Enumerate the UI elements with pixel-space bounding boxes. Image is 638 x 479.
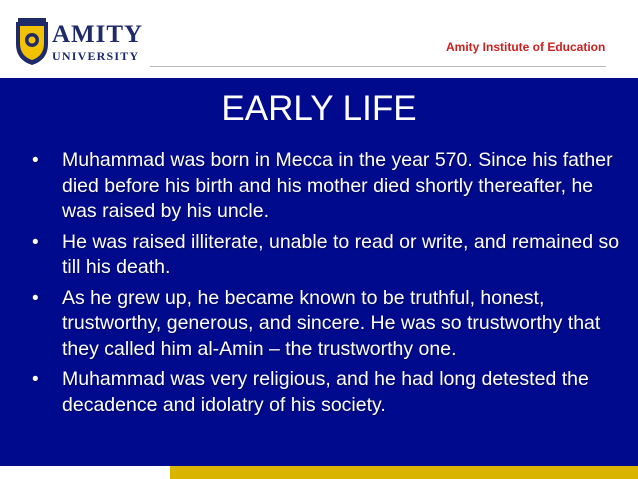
bullet-text: Muhammad was born in Mecca in the year 570. Since his father died before his birth and his mother died shortly thereafter, he was raised by his uncle.	[62, 149, 613, 222]
slide-title	[0, 90, 638, 129]
bullet-list	[32, 148, 622, 423]
header-divider	[150, 66, 606, 67]
bullet-text: Muhammad was very religious, and he had long detested the decadence and idolatry of his society.	[62, 368, 589, 416]
logo-wordmark: AMITY	[52, 21, 144, 48]
bullet-item	[32, 286, 622, 363]
footer-left-strip	[0, 466, 170, 479]
logo-subtitle: UNIVERSITY	[52, 49, 140, 63]
bullet-dot-icon: •	[32, 287, 39, 309]
bullet-dot-icon: •	[32, 150, 39, 171]
bullet-item	[32, 148, 622, 225]
bullet-item	[32, 367, 622, 418]
bullet-text: He was raised illiterate, unable to read or write, and remained so till his death.	[62, 230, 620, 278]
slide-title-text: EARLY LIFE	[221, 89, 417, 128]
bullet-item	[32, 230, 622, 281]
bullet-text: As he grew up, he became known to be truthful, honest, trustworthy, generous, and sincere. He was so trustworthy that they called him al-Amin – the trustworthy one.	[62, 286, 601, 360]
footer-accent-bar	[170, 466, 638, 479]
institute-name: Amity Institute of Education	[446, 40, 606, 54]
bullet-dot-icon: •	[32, 369, 39, 390]
slide-header	[0, 0, 638, 78]
bullet-dot-icon: •	[32, 231, 39, 253]
